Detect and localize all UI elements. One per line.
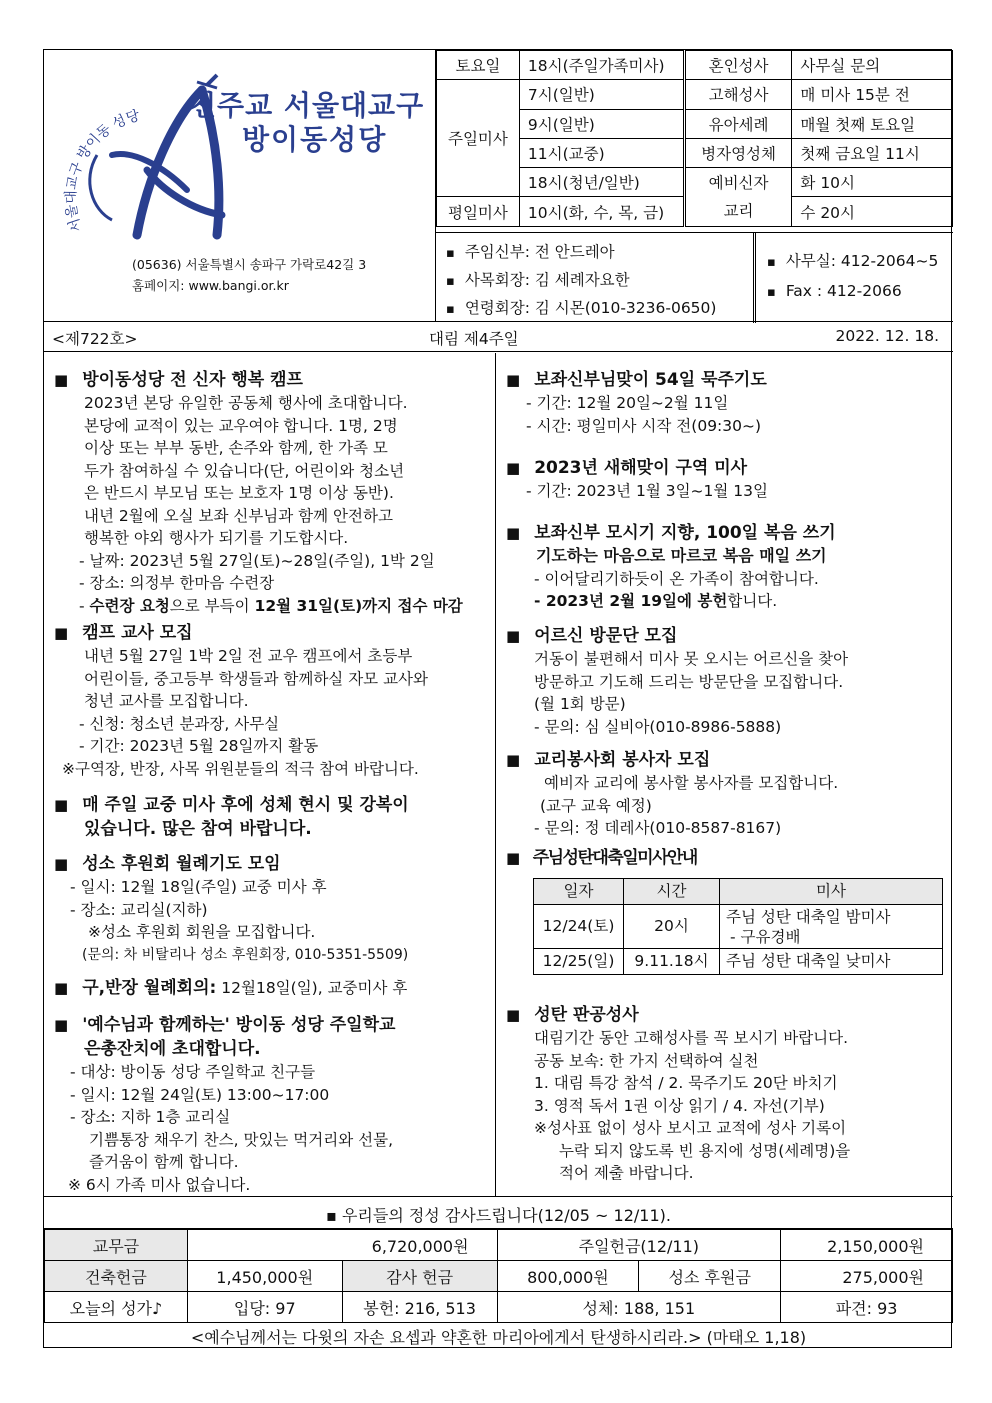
offering-table: [44, 1229, 953, 1323]
confession-line: 공동 보속: 한 가지 선택하여 실천: [534, 1051, 759, 1070]
edu-label: 교무금: [45, 1230, 188, 1261]
section-catechism: [506, 748, 838, 840]
build-label: 건축헌금: [45, 1261, 188, 1292]
marriage-val: 사무실 문의: [792, 51, 953, 80]
bulletin-page: [43, 49, 952, 1348]
section-vocation: [54, 852, 408, 966]
rosary-time: - 시간: 평일미사 시작 전(09:30~): [526, 416, 762, 435]
sick-val: 첫째 금요일 11시: [792, 138, 953, 167]
row-mass: 주님 성탄 대축일 낮미사: [720, 949, 943, 975]
confession-line: 대림기간 동안 고해성사를 꼭 보시기 바랍니다.: [534, 1029, 849, 1047]
catechism-line: 예비자 교리에 봉사할 봉사자를 모집합니다.: [544, 774, 839, 792]
camp-line: 본당에 교적이 있는 교우여야 합니다. 1명, 2명: [84, 416, 398, 435]
new-year-period: - 기간: 2023년 1월 3일~1월 13일: [526, 482, 769, 500]
hymn-label: 오늘의 성가♪: [45, 1292, 188, 1323]
camp-line: 행복한 야외 행사가 되기를 기도합시다.: [84, 529, 349, 547]
sun-mass-2: 9시(일반): [519, 109, 684, 138]
rosary-period: - 기간: 12월 20일~2월 11일: [526, 394, 729, 412]
hymn-communion: 성체: 188, 151: [497, 1292, 781, 1323]
catechumen-label-1: 예비신자: [708, 173, 769, 192]
vocation-contact: (문의: 차 비탈리나 성소 후원회장, 010-5351-5509): [82, 946, 409, 963]
parish-name-line1: 천주교 서울대교구: [189, 89, 425, 122]
hymn-recessional: 파견: 93: [781, 1292, 953, 1323]
gospel-sub: 기도하는 마음으로 마르코 복음 매일 쓰기: [536, 546, 827, 565]
address: (05636) 서울특별시 송파구 가락로42길 3: [132, 257, 367, 272]
build-val: 1,450,000원: [187, 1261, 342, 1292]
sunday-school-desc: 즐거움이 함께 합니다.: [89, 1153, 239, 1171]
camp-place: - 장소: 의정부 한마음 수련장: [79, 574, 275, 592]
camp-line: 은 반드시 부모님 또는 보호자 1명 이상 동반).: [84, 484, 394, 502]
confession-line: 3. 영적 독서 1권 이상 읽기 / 4. 자선(기부): [534, 1096, 825, 1115]
fax: ▪ Fax : 412-2066: [767, 277, 938, 307]
sunday-school-title: ■ '예수님과 함께하는' 방이동 성당 주일학교: [54, 1013, 395, 1037]
sunday-school-target: - 대상: 방이동 성당 주일학교 친구들: [70, 1063, 316, 1081]
sun-mass-4: 18시(청년/일반): [519, 168, 684, 197]
section-visiting: [506, 624, 848, 738]
section-meeting: [54, 976, 407, 1000]
visiting-line: 방문하고 기도해 드리는 방문단을 모집합니다.: [534, 672, 844, 691]
logo-area: [44, 50, 436, 322]
sunday-school-note: ※ 6시 가족 미사 없습니다.: [68, 1175, 251, 1194]
gospel-verse: <예수님께서는 다윗의 자손 요셉과 약혼한 마리아에게서 탄생하시리라.> (마태오 1,18): [190, 1328, 807, 1347]
new-year-title: ■ 2023년 새해맞이 구역 미사: [506, 456, 768, 480]
sun-mass-1: 7시(일반): [519, 80, 684, 109]
section-teachers: [54, 621, 428, 780]
section-confession: [506, 1003, 850, 1185]
confession-note: 적어 제출 바랍니다.: [559, 1164, 694, 1182]
table-row: [534, 905, 943, 949]
edu-val: 6,720,000원: [187, 1230, 497, 1261]
section-adoration: [54, 793, 409, 841]
voc-val: 275,000원: [781, 1261, 953, 1292]
section-new-year: [506, 456, 768, 503]
teachers-line: 어린이들, 중고등부 학생들과 함께하실 자모 교사와: [84, 669, 428, 688]
logo-ring-text: 서울대교구 방이동 성당: [62, 106, 142, 235]
visiting-title: ■ 어르신 방문단 모집: [506, 624, 848, 648]
table-row: [45, 1292, 953, 1323]
confession-line: 1. 대림 특강 참석 / 2. 묵주기도 20단 바치기: [534, 1074, 838, 1092]
left-column: [44, 353, 496, 1196]
sick-label: 병자영성체: [684, 138, 792, 167]
christmas-title: ■ 주님성탄대축일미사안내: [506, 846, 943, 870]
teachers-period: - 기간: 2023년 5월 28일까지 활동: [79, 737, 319, 755]
hymn-offertory: 봉헌: 216, 513: [342, 1292, 497, 1323]
gospel-title: ■ 보좌신부 모시기 지향, 100일 복음 쓰기: [506, 521, 836, 545]
confession-note: ※성사표 없이 성사 보시고 교적에 성사 기록이: [534, 1119, 847, 1137]
rosary-title: ■ 보좌신부님맞이 54일 묵주기도: [506, 368, 767, 392]
thanks-label: 감사 헌금: [342, 1261, 497, 1292]
teachers-line: 청년 교사를 모집합니다.: [84, 692, 249, 710]
marriage-label: 혼인성사: [684, 51, 792, 80]
row-mass: 주님 성탄 대축일 밤미사 - 구유경배: [720, 905, 943, 949]
address-block: [132, 254, 366, 296]
teachers-title: ■ 캠프 교사 모집: [54, 621, 428, 645]
confession-note: 누락 되지 않도록 빈 용지에 성명(세례명)을: [559, 1141, 851, 1160]
sunday-label: 주일헌금(12/11): [497, 1230, 781, 1261]
adoration-title-2: 있습니다. 많은 참여 바랍니다.: [84, 819, 312, 839]
vocation-time: - 일시: 12월 18일(주일) 교중 미사 후: [70, 878, 327, 896]
homepage: 홈페이지: www.bangi.or.kr: [132, 278, 289, 293]
header: [44, 50, 953, 322]
elder: ▪ 연령회장: 김 시몬(010-3236-0650): [446, 295, 753, 323]
contact-info: [436, 232, 953, 322]
teachers-line: 내년 5월 27일 1박 2일 전 교우 캠프에서 초등부: [84, 647, 413, 665]
issue-bar: [44, 322, 953, 352]
sat-label: 토요일: [437, 51, 520, 80]
catechism-line: (교구 교육 예정): [540, 796, 652, 815]
sunday-school-place: - 장소: 지하 1층 교리실: [70, 1108, 231, 1126]
camp-deadline: - 수련장 요청으로 부득이 12월 31일(토)까지 접수 마감: [79, 596, 463, 615]
catechumen-label: [684, 168, 792, 227]
row-date: 12/24(토): [534, 905, 624, 949]
camp-line: 이상 또는 부부 동반, 손주와 함께, 한 가족 모: [84, 439, 388, 457]
row-time: 20시: [624, 905, 720, 949]
section-camp: [54, 368, 463, 617]
confession-title: ■ 성탄 판공성사: [506, 1003, 850, 1027]
sunday-school-time: - 일시: 12월 24일(토) 13:00~17:00: [70, 1085, 330, 1104]
th-time: 시간: [624, 879, 720, 905]
president: ▪ 사목회장: 김 세례자요한: [446, 267, 753, 295]
sun-mass-3: 11시(교중): [519, 138, 684, 167]
gospel-line: - 이어달리기하듯이 온 가족이 참여합니다.: [534, 569, 819, 588]
catechism-contact: - 문의: 정 데레사(010-8587-8167): [534, 819, 782, 837]
vocation-place: - 장소: 교리실(지하): [70, 900, 208, 919]
confession-label: 고해성사: [684, 80, 792, 109]
camp-line: 2023년 본당 유일한 공동체 행사에 초대합니다.: [84, 394, 408, 412]
camp-date: - 날짜: 2023년 5월 27일(토)~28일(주일), 1박 2일: [79, 551, 435, 570]
weekday-mass: 10시(화, 수, 목, 금): [519, 197, 684, 226]
row-time: 9.11.18시: [624, 949, 720, 975]
catechumen-val-1: 화 10시: [792, 168, 953, 197]
sunday-school-desc: 기쁨통장 채우기 찬스, 맛있는 먹거리와 선물,: [89, 1130, 394, 1149]
th-mass: 미사: [720, 879, 943, 905]
camp-line: 두가 참여하실 수 있습니다(단, 어린이와 청소년: [84, 461, 405, 480]
meeting-title: ■ 구,반장 월례회의: 12월18일(일), 교중미사 후: [54, 976, 407, 1000]
table-row: [534, 949, 943, 975]
sunday-school-title-2: 은총잔치에 초대합니다.: [84, 1039, 261, 1059]
sat-mass: 18시(주일가족미사): [519, 51, 684, 80]
weekday-label: 평일미사: [437, 197, 520, 226]
teachers-apply: - 신청: 청소년 분과장, 사무실: [79, 714, 280, 733]
th-date: 일자: [534, 879, 624, 905]
catechumen-val-2: 수 20시: [792, 197, 953, 226]
issue-title: 대림 제4주일: [429, 330, 519, 348]
thanks-heading: ▪ 우리들의 정성 감사드립니다(12/05 ~ 12/11).: [44, 1196, 953, 1229]
vocation-title: ■ 성소 후원회 월례기도 모임: [54, 852, 408, 876]
visiting-line: (월 1회 방문): [534, 695, 626, 713]
confession-val: 매 미사 15분 전: [792, 80, 953, 109]
office-contacts: [759, 247, 938, 307]
section-rosary: [506, 368, 767, 437]
right-column: [496, 353, 953, 1196]
teachers-note: ※구역장, 반장, 사목 위원분들의 적극 참여 바랍니다.: [62, 759, 419, 778]
staff-list: [436, 233, 756, 323]
hymn-entrance: 입당: 97: [187, 1292, 342, 1323]
camp-line: 내년 2월에 오실 보좌 신부님과 함께 안전하고: [84, 506, 393, 525]
table-row: [45, 1230, 953, 1261]
voc-label: 성소 후원금: [639, 1261, 781, 1292]
section-gospel: [506, 521, 836, 613]
office-phone: ▪ 사무실: 412-2064~5: [767, 247, 938, 277]
camp-title: ■ 방이동성당 전 신자 행복 캠프: [54, 368, 463, 392]
sun-label: 주일미사: [437, 80, 520, 197]
gospel-deadline: - 2023년 2월 19일에 봉헌합니다.: [534, 592, 778, 610]
issue-date: 2022. 12. 18.: [835, 327, 939, 345]
thanks-val: 800,000원: [497, 1261, 639, 1292]
row-date: 12/25(일): [534, 949, 624, 975]
baptism-val: 매월 첫째 토요일: [792, 109, 953, 138]
baptism-label: 유아세례: [684, 109, 792, 138]
christmas-table: [533, 878, 943, 975]
visiting-contact: - 문의: 심 실비아(010-8986-5888): [534, 717, 782, 736]
parish-name-line2: 방이동성당: [242, 123, 388, 156]
pastor: ▪ 주임신부: 전 안드레아: [446, 239, 753, 267]
mass-schedule-table: [436, 50, 953, 227]
section-christmas: [506, 846, 943, 975]
sunday-val: 2,150,000원: [781, 1230, 953, 1261]
catechumen-label-2: 교리: [723, 201, 754, 220]
adoration-title: ■ 매 주일 교중 미사 후에 성체 현시 및 강복이: [54, 793, 409, 817]
catechism-title: ■ 교리봉사회 봉사자 모집: [506, 748, 838, 772]
visiting-line: 거동이 불편해서 미사 못 오시는 어르신을 찾아: [534, 650, 849, 668]
section-sunday-school: [54, 1013, 395, 1196]
issue-number: <제722호>: [52, 330, 138, 348]
table-row: [45, 1261, 953, 1292]
vocation-note: ※성소 후원회 회원을 모집합니다.: [88, 923, 316, 941]
